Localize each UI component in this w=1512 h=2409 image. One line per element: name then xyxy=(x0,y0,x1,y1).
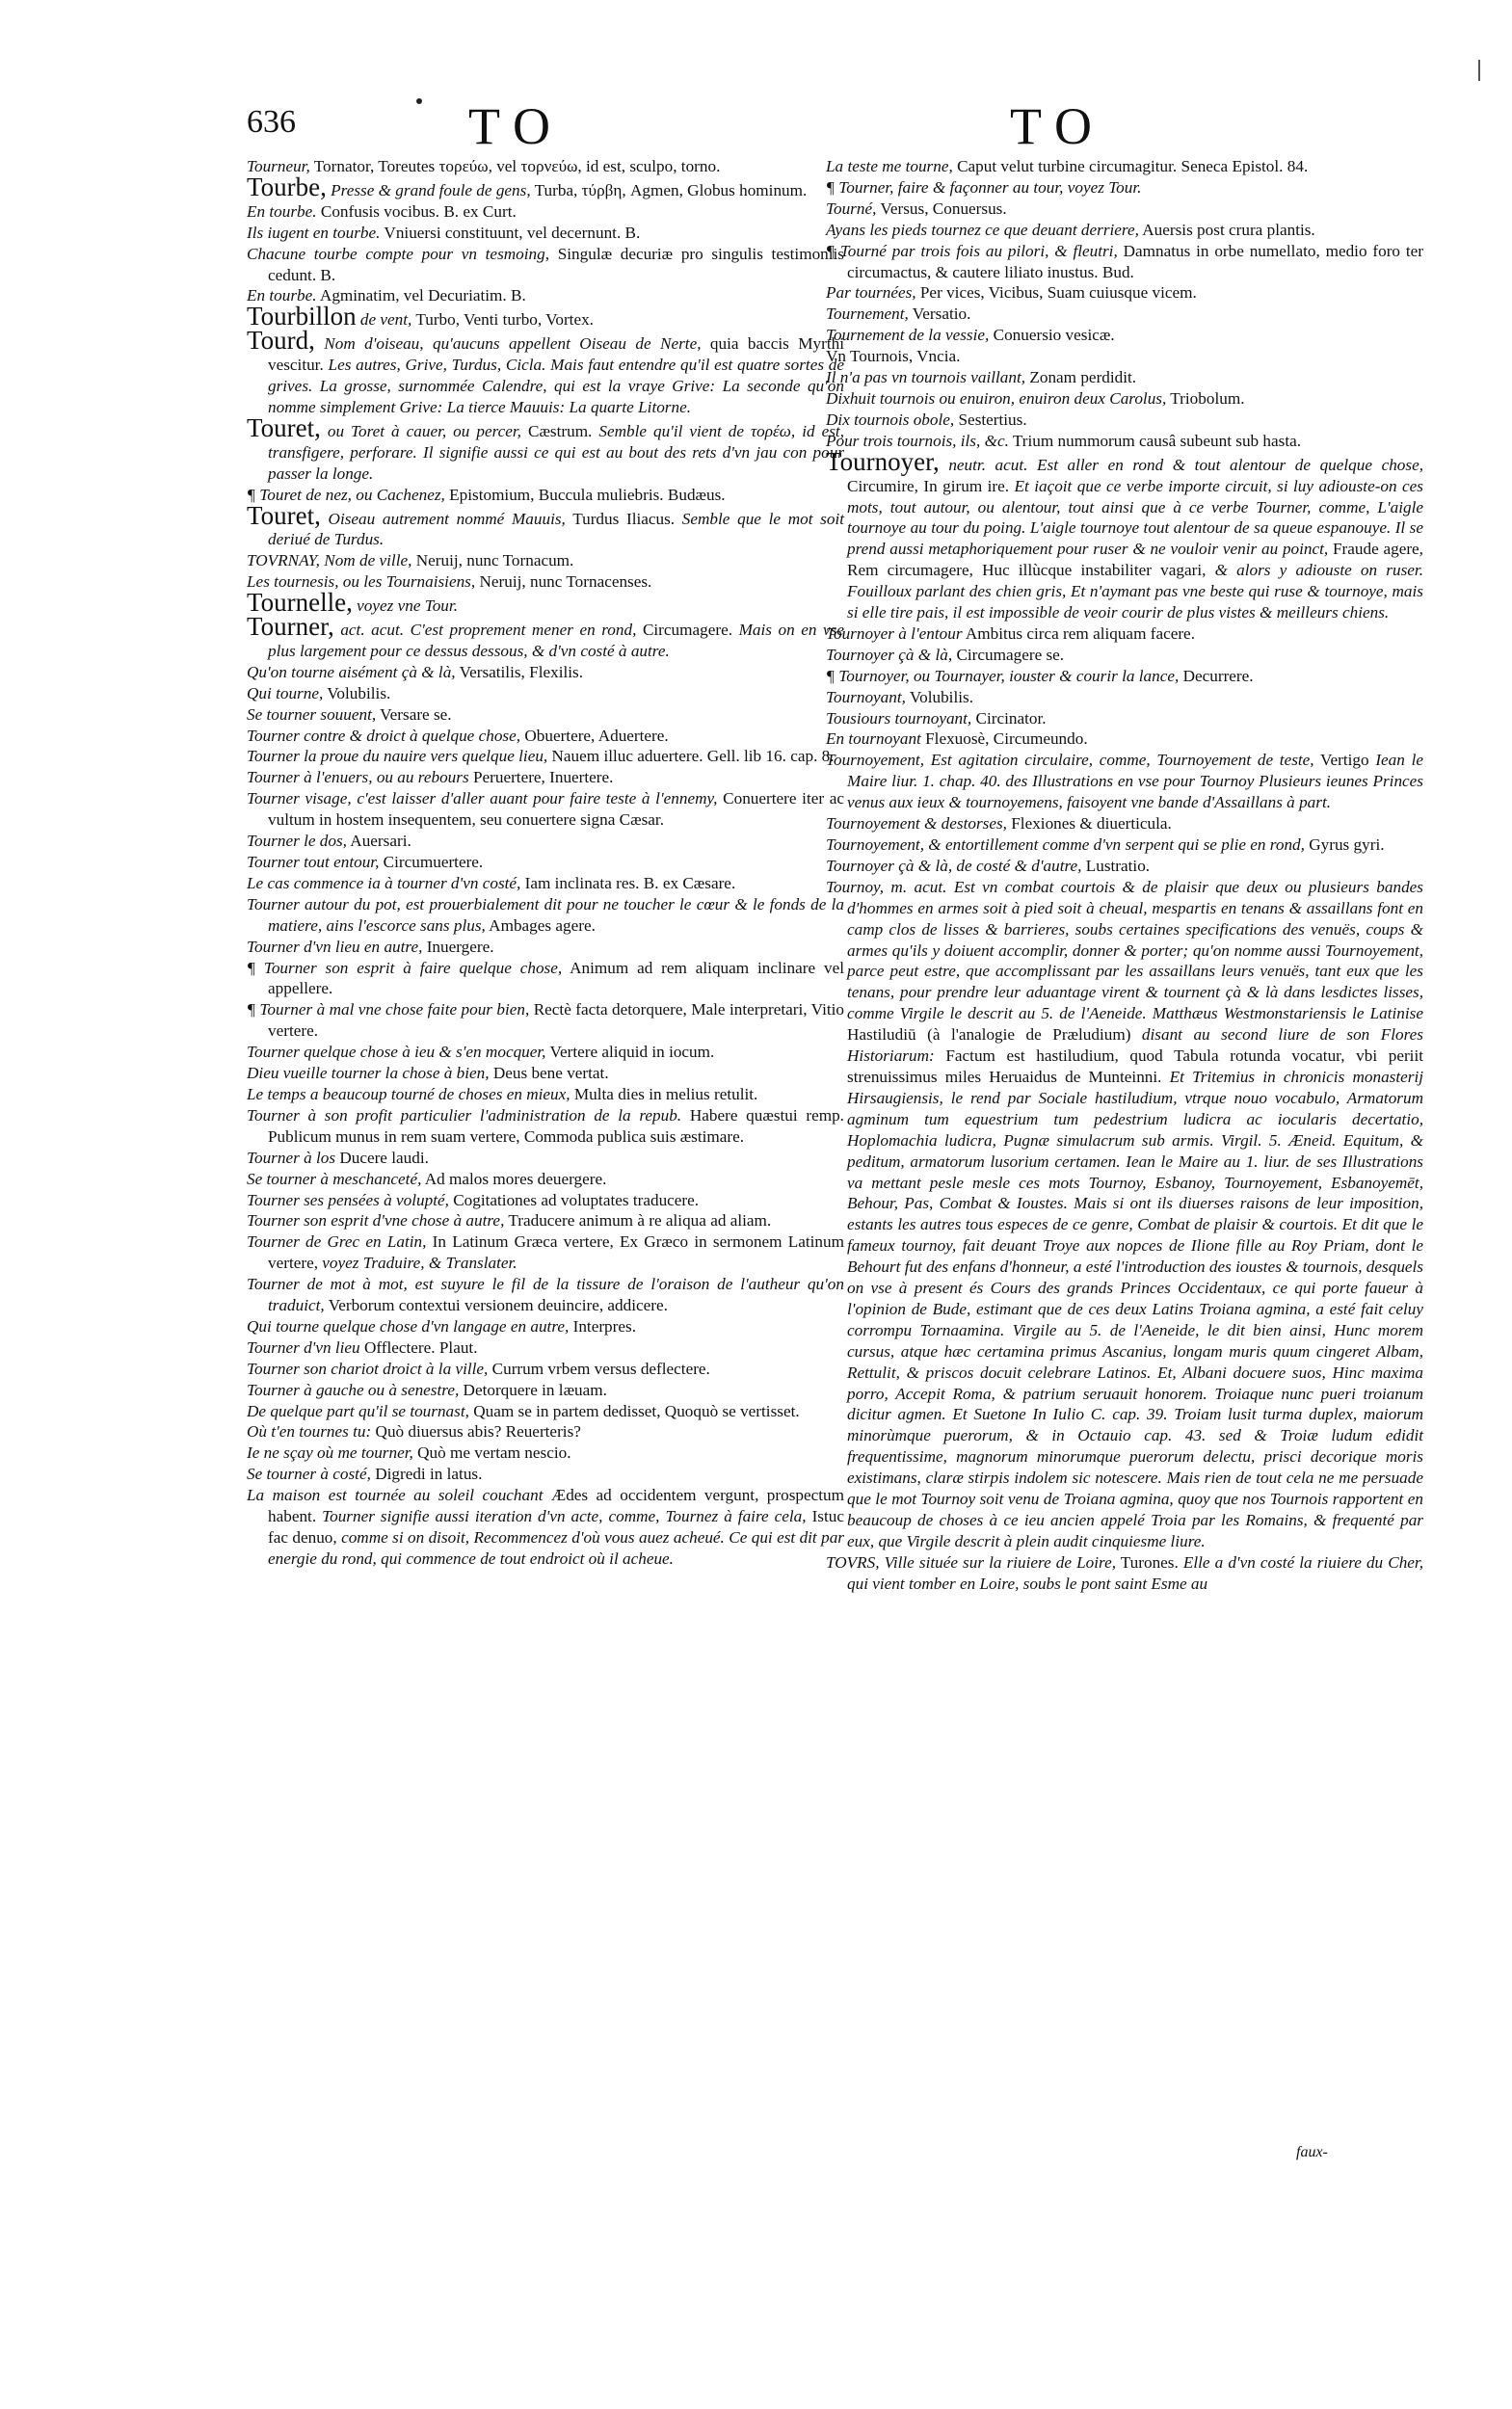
latin-text: Per vices, Vicibus, Suam cuiusque vicem. xyxy=(915,283,1197,303)
dictionary-entry xyxy=(247,1443,844,1464)
latin-text: Vniuersi constituunt, vel decernunt. B. xyxy=(380,223,641,242)
french-text: Tourner ses pensées à volupté, xyxy=(247,1190,449,1209)
french-text: Et iaçoit que ce verbe importe circuit, si luy adiouste-on ces mots, tout autour, ou alentour, tout ainsi que à ce verbe Tourner, comme, L'aigle tournoye au tour du poing. L'aigle tournoye tout alentour de sa queue espanouye. Il se prend aussi metaphoriquement pour ruser & ne vouloir venir au poinct, xyxy=(847,476,1423,559)
french-text: Tournement de la vessie, xyxy=(826,326,990,345)
dictionary-entry xyxy=(247,1231,844,1274)
french-text: Mais on en vse plus largement pour ce dessus dessous, & d'vn costé à autre. xyxy=(268,621,844,660)
dictionary-entry xyxy=(247,201,844,223)
headword: Touret, xyxy=(247,500,321,530)
french-text: De quelque part qu'il se tournast, xyxy=(247,1401,469,1420)
french-text: Qu'on tourne aisément çà & là, xyxy=(247,662,456,681)
dictionary-entry xyxy=(247,958,844,1000)
french-text: La maison est tournée au soleil couchant xyxy=(247,1486,544,1505)
dictionary-entry xyxy=(826,220,1423,241)
latin-text: Verborum contextui versionem deuincire, addicere. xyxy=(324,1296,668,1315)
dictionary-entry xyxy=(247,1274,844,1316)
french-text: Est agitation circulaire, comme, Tournoyement de teste, xyxy=(924,751,1314,770)
french-text: comme si on disoit, Recommencez d'où vous auez acheué. Ce qui est dit par energie du rond, qui commence de tout endroict où il acheue. xyxy=(268,1528,844,1568)
latin-text: Volubilis. xyxy=(905,687,973,706)
latin-text: Obuertere, Aduertere. xyxy=(520,726,669,745)
french-text: TOVRS, Ville située sur la riuiere de Loire, xyxy=(826,1552,1116,1572)
french-text: Tourner quelque chose à ieu & s'en mocquer, xyxy=(247,1043,546,1062)
dictionary-entry xyxy=(247,172,844,201)
french-text: voyez vne Tour. xyxy=(352,596,458,616)
latin-text: Inuergere. xyxy=(422,937,494,956)
dictionary-entry xyxy=(826,856,1423,877)
dictionary-entry xyxy=(826,346,1423,367)
latin-text: Offlectere. Plaut. xyxy=(359,1337,478,1357)
dictionary-entry xyxy=(247,1105,844,1148)
french-text: de vent, xyxy=(356,310,412,330)
french-text: ¶ Touret de nez, ou Cachenez, xyxy=(247,485,445,504)
dictionary-entry xyxy=(247,1316,844,1337)
french-text: Tournoy, m. acut. Est vn combat courtois & de plaisir que deux ou plusieurs bandes d'hommes en armes soit à pied soit à cheual, mespartis en tenans & assaillans font en camp clos de lisses & barrieres, soubs certaines specifications des venuës, coups & armes qu'ils y doiuent accomplir, donner & porter; qu'on nomme aussi Tournoyement, parce peut estre, que accomplissant par les assaillans leurs venuës, tant eux que les tenans, pour prendre leur aduantage virent & tournent çà & là dans lesdictes lisses, comme Virgile le descrit au 5. de l'Aeneide. Matthæus Westmonstariensis le Latinise xyxy=(826,877,1423,1023)
french-text: En tournoyant xyxy=(826,729,921,749)
latin-text: Vncia. xyxy=(913,347,961,366)
latin-text: Animum ad rem aliquam inclinare vel appellere. xyxy=(268,958,844,998)
dictionary-entry xyxy=(247,156,844,177)
french-text: Tourner d'vn lieu xyxy=(247,1337,360,1357)
french-text: disant au second liure de son Flores Historiarum: xyxy=(847,1025,1424,1066)
french-text: Tousiours tournoyant, xyxy=(826,708,972,728)
latin-text: Currum vrbem versus deflectere. xyxy=(488,1359,710,1378)
latin-text: Ædes ad occidentem vergunt, prospectum habent. xyxy=(268,1486,844,1526)
latin-text: Agminatim, vel Decuriatim. B. xyxy=(316,286,526,305)
dictionary-entry xyxy=(826,623,1423,645)
french-text: Tournoyant, xyxy=(826,687,906,706)
french-text: Tournoyement & destorses, xyxy=(826,814,1007,834)
dictionary-entry xyxy=(247,1210,844,1231)
latin-text: Conuersio vesicæ. xyxy=(989,326,1115,345)
dictionary-entry xyxy=(247,1464,844,1485)
french-text: Tourner d'vn lieu en autre, xyxy=(247,937,423,956)
french-text: Tourner à l'enuers, ou au rebours xyxy=(247,768,469,787)
dictionary-entry xyxy=(826,877,1423,1552)
latin-text: Circumuertere. xyxy=(379,853,484,871)
latin-text: Quò me vertam nescio. xyxy=(412,1443,571,1463)
french-text: Tournoyer çà & là, xyxy=(826,645,953,664)
latin-text: Istuc fac denuo, xyxy=(268,1507,844,1547)
latin-text: Circumagere se. xyxy=(952,645,1065,664)
headword: Tournoyer, xyxy=(826,446,940,476)
page-header xyxy=(0,96,1512,154)
french-text: C'est proprement mener en rond, xyxy=(404,621,637,640)
dictionary-entry xyxy=(247,726,844,747)
french-text: Tourner signifie aussi iteration d'vn acte, comme, Tournez à faire cela, xyxy=(316,1507,807,1526)
french-text: Tourner visage, c'est laisser d'aller auant pour faire teste à l'ennemy, xyxy=(247,789,718,808)
latin-text: Volubilis. xyxy=(323,683,391,702)
dictionary-entry xyxy=(247,831,844,852)
latin-text: Interpres. xyxy=(569,1316,636,1336)
dictionary-entry xyxy=(826,666,1423,687)
page-number: 636 xyxy=(247,104,296,140)
latin-text: Nauem illuc aduertere. Gell. lib 16. cap. 8. xyxy=(547,747,835,766)
french-text: Par tournées, xyxy=(826,283,916,303)
dictionary-entry xyxy=(247,1359,844,1380)
french-text: Et Tritemius in chronicis monasterij Hirsaugiensis, le rend par Sociale hastiludium, vtrque nouo vocabulo, Armatorum agminum tum equestrium tum pedestrium ludicra ac iocularis decertatio, Hoplomachia ludicra, Pugnæ simulacrum sub armis. Virgil. 5. Æneid. Equitum, & peditum, armatorum lusorium certamen. Iean le Maire au 1. liur. de ses Illustrations va mettant pesle mesle ces mots Tournoy, Esbanoy, Tournoyement, Esbanoyemēt, Behour, Pas, Combat & Ioustes. Mais si ont ils diuerses raisons de leur imposition, estants les autres tous especes de ce genre, Combat de plaisir & courtois. Et dit que le fameux tournoy, fait deuant Troye aux nopces de Ilione fille au Roy Priam, dont le Behourt fut des enfans d'honneur, a esté l'introduction des ioustes & tournois, desquels on vse à present és Cours des grands Princes Occidentaux, ce qui porte faueur à l'opinion de Bude, estimant que de ces deux Latins Troiana agmina, a esté fait celuy corrompu Tornaamina. Virgile au 5. de l'Aeneide, le dit bien ainsi, Hunc morem cursus, atque hæc certamina primus Ascanius, longam muris quum cingeret Albam, Rettulit, & priscos docuit celebrare Latinos. Et, Albani docuere suos, Hinc maxima porro, Accepit Roma, & patrium seruauit honorem. Troiaque nunc pueri troianum dicitur agmen. Et Suetone In Iulio C. cap. 39. Troiam lusit turma duplex, maiorum minorùmque puerorum, & in Octauio cap. 43. sed & Troiæ ludum edidit frequentissime, magnorum minorumque puerorum delectu, prisci decorique moris existimans, claræ stirpis indolem sic notescere. Mais rien de tout cela ne me persuade que le mot Tournoy soit venu de Troiana agmina, quoy que nos Tournois rapportent en beaucoup de choses à ce ieu ancien appelé Troia par les Romains, & frequenté par eux, que Virgile descrit à plein audit cinquiesme liure. xyxy=(847,1067,1423,1550)
french-text: TOVRNAY, Nom de ville, xyxy=(247,551,412,570)
latin-text: Traducere animum à re aliqua ad aliam. xyxy=(504,1211,772,1231)
latin-text: Ad malos mores deuergere. xyxy=(421,1169,607,1188)
french-text: Tournement, xyxy=(826,304,909,324)
french-text: Tournoyer çà & là, de costé & d'autre, xyxy=(826,856,1082,875)
dictionary-entry xyxy=(826,750,1423,813)
french-text: Tourner de mot à mot, est suyure le fil de la tissure de l'oraison de l'autheur qu'on traduict, xyxy=(247,1275,844,1315)
dictionary-entry xyxy=(247,788,844,831)
dictionary-entry xyxy=(247,662,844,683)
headword: Tournelle, xyxy=(247,588,353,618)
dictionary-entry xyxy=(247,1380,844,1401)
latin-text: Conuertere iter ac vultum in hostem insequentem, seu conuertere signa Cæsar. xyxy=(268,789,844,830)
dictionary-entry xyxy=(247,683,844,704)
latin-text: Trium nummorum causâ subeunt sub hasta. xyxy=(1008,431,1302,450)
latin-text: Circinator. xyxy=(971,708,1047,728)
latin-text: Rectè facta detorquere, Male interpretari, Vitio vertere. xyxy=(268,1000,844,1041)
latin-text: Factum est hastiludium, quod Tabula rotunda vocatur, vbi periit strenuissimus miles Heruaidus de Munteinni. xyxy=(847,1046,1423,1086)
dictionary-entry xyxy=(247,244,844,286)
french-text: Tourner de Grec en Latin, xyxy=(247,1232,427,1252)
dictionary-entry xyxy=(247,894,844,937)
latin-text: Quò diuersus abis? Reuerteris? xyxy=(371,1422,581,1442)
dictionary-entry xyxy=(247,1421,844,1443)
dictionary-entry xyxy=(247,485,844,506)
dictionary-entry xyxy=(247,588,844,618)
running-head-left: TO xyxy=(468,97,565,155)
french-text: Tournoyer à l'entour xyxy=(826,623,963,643)
dictionary-entry xyxy=(247,1485,844,1570)
dictionary-entry xyxy=(247,852,844,873)
latin-text: Habere quæstui remp. Publicum munus in rem suam vertere, Commoda publica suis æstimare. xyxy=(268,1105,844,1146)
dictionary-entry xyxy=(247,1190,844,1211)
latin-text: Multa dies in melius retulit. xyxy=(570,1084,758,1103)
dictionary-entry xyxy=(826,241,1423,283)
latin-text: Quam se in partem dedisset, Quoquò se vertisset. xyxy=(468,1401,800,1420)
latin-text: Turbo, Venti turbo, Vortex. xyxy=(411,310,594,330)
dictionary-entry xyxy=(247,612,844,662)
dictionary-entry xyxy=(247,412,844,485)
french-text: Tourné, xyxy=(826,199,877,218)
dictionary-entry xyxy=(247,1042,844,1063)
headword: Tourd, xyxy=(247,326,315,356)
dictionary-entry xyxy=(247,873,844,894)
french-text: Les autres, Grive, Turdus, Cicla. Mais faut entendre qu'il est quatre sortes de grives. La grosse, surnommée Calendre, qui est la vraye Grive: La seconde qu'on nomme simplement Grive: La tierce Mauuis: La quarte Litorne. xyxy=(268,356,844,416)
latin-text: Vertere aliquid in iocum. xyxy=(545,1043,715,1062)
french-text: ¶ Tourner son esprit à faire quelque chose, xyxy=(247,958,563,977)
french-text: Iean le Maire liur. 1. chap. 40. des Illustrations en vse pour Tournoy Plusieurs ieunes Princes venus aux ieux & tournoyemens, faisoyent vne bande d'Assaillans à part. xyxy=(847,751,1423,812)
latin-text: Triobolum. xyxy=(1166,388,1245,408)
french-text: Dixhuit tournois ou enuiron, enuiron deux Carolus, xyxy=(826,388,1167,408)
french-text: neutr. acut. Est aller en rond & tout alentour de quelque chose, xyxy=(939,455,1423,474)
french-text: Se tourner souuent, xyxy=(247,704,377,724)
latin-text: Damnatus in orbe numellato, medio foro ter circumactus, & cautere liliato inustus. Bud. xyxy=(847,241,1423,281)
left-column xyxy=(247,156,844,1570)
page-edge-mark xyxy=(1478,60,1480,81)
dictionary-entry xyxy=(826,645,1423,666)
dictionary-entry xyxy=(826,687,1423,708)
latin-text: Confusis vocibus. B. ex Curt. xyxy=(316,201,517,221)
dictionary-entry xyxy=(826,304,1423,325)
french-text: voyez Traduire, & Translater. xyxy=(318,1254,517,1273)
french-text: Ie ne sçay où me tourner, xyxy=(247,1443,413,1463)
french-text: Ayans les pieds tournez ce que deuant derriere, xyxy=(826,220,1139,239)
latin-text: Lustratio. xyxy=(1081,856,1151,875)
dictionary-entry xyxy=(826,446,1423,623)
latin-text: Epistomium, Buccula muliebris. Budæus. xyxy=(444,485,726,504)
dictionary-entry xyxy=(247,937,844,958)
french-text: ou Toret à cauer, ou percer, xyxy=(320,421,521,440)
french-text: Tournoyement, xyxy=(826,751,925,770)
french-text: Tourner tout entour, xyxy=(247,853,380,871)
latin-text: Ambages agere. xyxy=(485,915,596,935)
french-text: Tourner à gauche ou à senestre, xyxy=(247,1380,460,1399)
dictionary-entry xyxy=(247,1169,844,1190)
latin-text: Ambitus circa rem aliquam facere. xyxy=(962,623,1195,643)
french-text: Se tourner à meschanceté, xyxy=(247,1169,422,1188)
french-text: ¶ Tourné par trois fois au pilori, & fleutri, xyxy=(826,241,1118,260)
french-text: Les tournesis, ou les Tournaisiens, xyxy=(247,572,476,592)
french-text: & alors y adiouste on ruser. Fouilloux parlant des chien gris, Et n'aymant pas vne beste qui ruse & tournoye, mais si elle tire pais, il est impossible de veoir courir de plus vistes & meilleurs chiens. xyxy=(847,561,1423,622)
dictionary-entry xyxy=(826,708,1423,729)
latin-text: Turdus Iliacus. xyxy=(565,509,676,528)
latin-text: quia baccis Myrthi vescitur. xyxy=(268,334,845,375)
dictionary-entry xyxy=(826,325,1423,346)
dictionary-entry xyxy=(247,767,844,788)
latin-text: Versatio. xyxy=(908,304,971,324)
dictionary-entry xyxy=(826,1552,1423,1595)
french-text: Le temps a beaucoup tourné de choses en mieux, xyxy=(247,1084,570,1103)
dictionary-entry xyxy=(247,1148,844,1169)
latin-text: Auersis post crura plantis. xyxy=(1138,220,1315,239)
latin-text: Vertigo xyxy=(1313,751,1369,770)
latin-text: Cæstrum. xyxy=(520,421,593,440)
french-text: Qui tourne, xyxy=(247,683,324,702)
headword: Tourbillon xyxy=(247,302,357,331)
latin-text: Versus, Conuersus. xyxy=(876,199,1007,218)
headword: Tourbe, xyxy=(247,172,327,201)
latin-text: Sestertius. xyxy=(954,410,1027,429)
dictionary-entry xyxy=(826,388,1423,410)
dictionary-entry xyxy=(247,223,844,244)
latin-text: Decurrere. xyxy=(1179,666,1254,685)
french-text: Tourner à son profit particulier l'administration de la repub. xyxy=(247,1105,682,1125)
dictionary-entry xyxy=(826,367,1423,388)
latin-text: Turones. xyxy=(1116,1552,1179,1572)
latin-text: In Latinum Græca vertere, Ex Græco in sermonem Latinum vertere, xyxy=(268,1232,844,1273)
headword: Tourner, xyxy=(247,612,334,642)
french-text: En tourbe. xyxy=(247,201,317,221)
dictionary-entry xyxy=(247,1063,844,1084)
french-text: Tourner son chariot droict à la ville, xyxy=(247,1359,489,1378)
french-text: Tourner autour du pot, est prouerbialement dit pour ne toucher le cœur & le fonds de la matiere, ains l'escorce sans plus, xyxy=(247,894,844,935)
french-text: Presse & grand foule de gens, xyxy=(326,180,531,199)
french-text: Qui tourne quelque chose d'vn langage en autre, xyxy=(247,1316,570,1336)
french-text: act. acut. xyxy=(333,621,405,640)
latin-text: Neruij, nunc Tornacum. xyxy=(411,551,574,570)
french-text: Ils iugent en tourbe. xyxy=(247,223,381,242)
latin-text: Singulæ decuriæ pro singulis testimoniis cedunt. B. xyxy=(268,244,844,284)
latin-text: Versare se. xyxy=(376,704,452,724)
french-text: Tourner son esprit d'vne chose à autre, xyxy=(247,1211,505,1231)
french-text: Nom d'oiseau, qu'aucuns appellent Oiseau de Nerte, xyxy=(314,334,702,354)
french-text: Se tourner à costé, xyxy=(247,1465,371,1484)
catchword: faux- xyxy=(1296,2144,1328,2160)
latin-text: Gyrus gyri. xyxy=(1304,835,1385,854)
latin-text: Detorquere in læuam. xyxy=(459,1380,607,1399)
french-text: Tourner le dos, xyxy=(247,832,347,851)
dictionary-entry xyxy=(826,177,1423,199)
dictionary-entry xyxy=(826,834,1423,856)
latin-text: Tornator, Toreutes τορεύω, vel τορνεύω, id est, sculpo, torno. xyxy=(309,157,721,175)
french-text: Tournoyement, & entortillement comme d'vn serpent qui se plie en rond, xyxy=(826,835,1305,854)
latin-text: Auersari. xyxy=(346,832,411,851)
french-text: Oiseau autrement nommé Mauuis, xyxy=(320,509,566,528)
latin-text: Deus bene vertat. xyxy=(489,1064,609,1083)
latin-text: Neruij, nunc Tornacenses. xyxy=(475,572,652,592)
dictionary-entry xyxy=(247,704,844,726)
french-text: Tourneur, xyxy=(247,157,310,175)
latin-text: Cogitationes ad voluptates traducere. xyxy=(448,1190,700,1209)
french-text: Tourner à los xyxy=(247,1148,336,1167)
latin-text: Ducere laudi. xyxy=(335,1148,429,1167)
french-text: ¶ Tournoyer, ou Tournayer, iouster & courir la lance, xyxy=(826,666,1180,685)
french-text: Semble qu'il vient de τορέω, id est, transfigere, perforare. Il signifie aussi ce qui est au bout des rets d'vn jau con pour passer la longe. xyxy=(268,421,844,483)
french-text: Tourner contre & droict à quelque chose, xyxy=(247,726,521,745)
dictionary-entry xyxy=(826,813,1423,834)
latin-text: Caput velut turbine circumagitur. Seneca Epistol. 84. xyxy=(952,157,1309,175)
french-text: Semble que le mot soit deriué de Turdus. xyxy=(268,509,845,549)
latin-text: Flexuosè, Circumeundo. xyxy=(920,729,1088,749)
french-text: Où t'en tournes tu: xyxy=(247,1422,372,1442)
french-text: Elle a d'vn costé la riuiere du Cher, qui vient tomber en Loire, soubs le pont saint Esme au xyxy=(847,1552,1423,1593)
french-text: Tourner la proue du nauire vers quelque lieu, xyxy=(247,747,548,766)
latin-text: Iam inclinata res. B. ex Cæsare. xyxy=(520,873,736,892)
french-text: La teste me tourne, xyxy=(826,157,953,175)
running-head-right: TO xyxy=(1010,97,1106,155)
french-text: Dieu vueille tourner la chose à bien, xyxy=(247,1064,490,1083)
dictionary-entry xyxy=(826,282,1423,304)
french-text: ¶ Tourner, faire & façonner au tour, voyez Tour. xyxy=(826,177,1142,197)
dictionary-entry xyxy=(247,1084,844,1105)
french-text: Le cas commence ia à tourner d'vn costé, xyxy=(247,873,521,892)
headword: Touret, xyxy=(247,412,321,442)
latin-text: Peruertere, Inuertere. xyxy=(468,768,614,787)
dictionary-entry xyxy=(247,550,844,571)
dictionary-entry xyxy=(247,999,844,1042)
dictionary-entry xyxy=(247,1401,844,1422)
latin-text: Versatilis, Flexilis. xyxy=(455,662,584,681)
latin-text: Flexiones & diuerticula. xyxy=(1006,814,1172,834)
latin-text: Turba, τύρβη, Agmen, Globus hominum. xyxy=(530,180,808,199)
french-text: Dix tournois obole, xyxy=(826,410,955,429)
headword: Vn Tournois, xyxy=(826,347,914,366)
latin-text: Fraude agere, Rem circumagere, Huc illùcque instabiliter vagari, xyxy=(847,540,1423,580)
dictionary-entry xyxy=(247,326,845,418)
french-text: Chacune tourbe compte pour vn tesmoing, xyxy=(247,244,550,263)
dictionary-entry xyxy=(826,156,1423,177)
french-text: ¶ Tourner à mal vne chose faite pour bien, xyxy=(247,1000,530,1019)
dictionary-entry xyxy=(247,1337,844,1359)
latin-text: Circumagere. xyxy=(636,621,732,640)
dictionary-entry xyxy=(247,746,844,767)
dictionary-entry xyxy=(247,500,845,551)
french-text: En tourbe. xyxy=(247,286,317,305)
dictionary-entry xyxy=(247,302,844,331)
french-text: Il n'a pas vn tournois vaillant, xyxy=(826,368,1026,387)
latin-text: Circumire, In girum ire. xyxy=(847,476,1010,495)
dictionary-entry xyxy=(826,410,1423,431)
latin-text: Digredi in latus. xyxy=(370,1465,483,1484)
dictionary-entry xyxy=(826,728,1423,750)
latin-text: Zonam perdidit. xyxy=(1025,368,1137,387)
right-column xyxy=(826,156,1423,1595)
latin-text: Hastiludiū (à l'analogie de Præludium) xyxy=(847,1025,1131,1045)
dictionary-entry xyxy=(826,199,1423,220)
french-text: Pour trois tournois, ils, &c. xyxy=(826,431,1009,450)
